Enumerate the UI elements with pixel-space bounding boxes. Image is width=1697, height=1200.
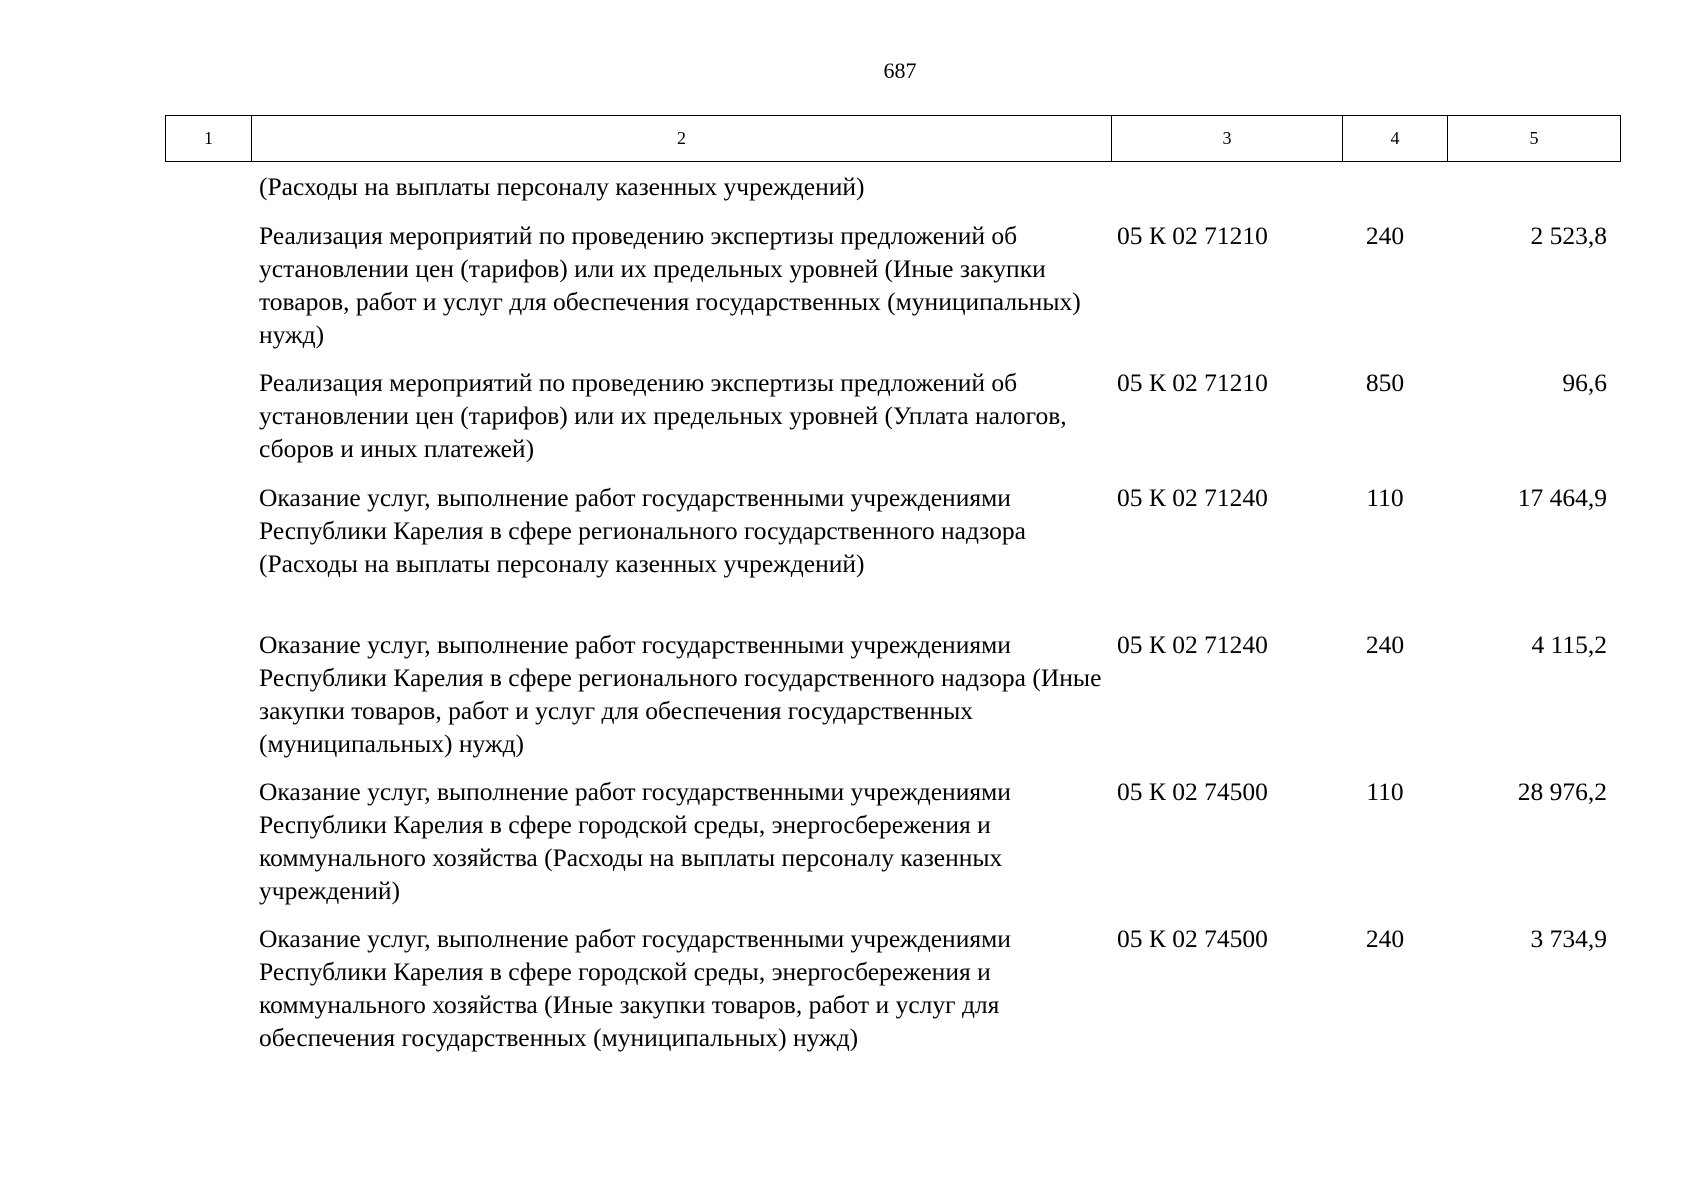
row-type: 110 <box>1366 777 1404 806</box>
row-type: 850 <box>1365 368 1405 397</box>
row-code: 05 К 02 74500 <box>1117 924 1268 953</box>
row-type: 110 <box>1366 483 1404 512</box>
table-row <box>0 775 1697 922</box>
row-amount: 17 464,9 <box>1517 483 1607 512</box>
row-code: 05 К 02 71240 <box>1117 630 1268 659</box>
row-code: 05 К 02 71210 <box>1117 221 1268 250</box>
row-amount: 28 976,2 <box>1517 777 1607 806</box>
column-header-4: 4 <box>1343 116 1448 162</box>
row-code: 05 К 02 71240 <box>1117 483 1268 512</box>
row-amount: 2 523,8 <box>1530 221 1607 250</box>
row-type: 240 <box>1365 924 1405 953</box>
row-amount: 96,6 <box>1562 368 1607 397</box>
table-row <box>0 922 1697 1092</box>
row-description: Реализация мероприятий по проведению экспертизы предложений об установлении цен (тарифов) или их предельных уровней (Иные закупки товаров, работ и услуг для обеспечения государственных (муниципальных) нужд) <box>259 221 1081 349</box>
table-row <box>0 170 1697 219</box>
table-row <box>0 628 1697 775</box>
row-type: 240 <box>1365 630 1405 659</box>
row-amount: 3 734,9 <box>1530 924 1607 953</box>
row-description: Оказание услуг, выполнение работ государственными учреждениями Республики Карелия в сфере городской среды, энергосбережения и коммунального хозяйства (Иные закупки товаров, работ и услуг для обеспечения государственных (муниципальных) нужд) <box>259 924 1011 1052</box>
row-amount: 4 115,2 <box>1531 630 1607 659</box>
column-header-table <box>165 115 1621 162</box>
row-code: 05 К 02 74500 <box>1117 777 1268 806</box>
table-row <box>0 366 1697 481</box>
row-description: Оказание услуг, выполнение работ государственными учреждениями Республики Карелия в сфере городской среды, энергосбережения и коммунального хозяйства (Расходы на выплаты персоналу казенных учреждений) <box>259 777 1011 905</box>
column-header-row <box>166 116 1621 162</box>
column-header-1: 1 <box>166 116 252 162</box>
row-type: 240 <box>1365 221 1405 250</box>
table-row <box>0 481 1697 628</box>
budget-rows <box>0 170 1697 1092</box>
row-description: Оказание услуг, выполнение работ государственными учреждениями Республики Карелия в сфере регионального государственного надзора (Расходы на выплаты персоналу казенных учреждений) <box>259 483 1027 578</box>
row-description: (Расходы на выплаты персоналу казенных учреждений) <box>259 172 865 201</box>
row-description: Реализация мероприятий по проведению экспертизы предложений об установлении цен (тарифов) или их предельных уровней (Уплата налогов, сборов и иных платежей) <box>259 368 1067 463</box>
row-code: 05 К 02 71210 <box>1117 368 1268 397</box>
table-row <box>0 219 1697 366</box>
column-header-3: 3 <box>1112 116 1343 162</box>
column-header-5: 5 <box>1448 116 1621 162</box>
row-description: Оказание услуг, выполнение работ государственными учреждениями Республики Карелия в сфере регионального государственного надзора (Иные закупки товаров, работ и услуг для обеспечения государственных (муниципальных) нужд) <box>259 630 1102 758</box>
column-header-2: 2 <box>252 116 1112 162</box>
page-number: 687 <box>883 58 917 83</box>
